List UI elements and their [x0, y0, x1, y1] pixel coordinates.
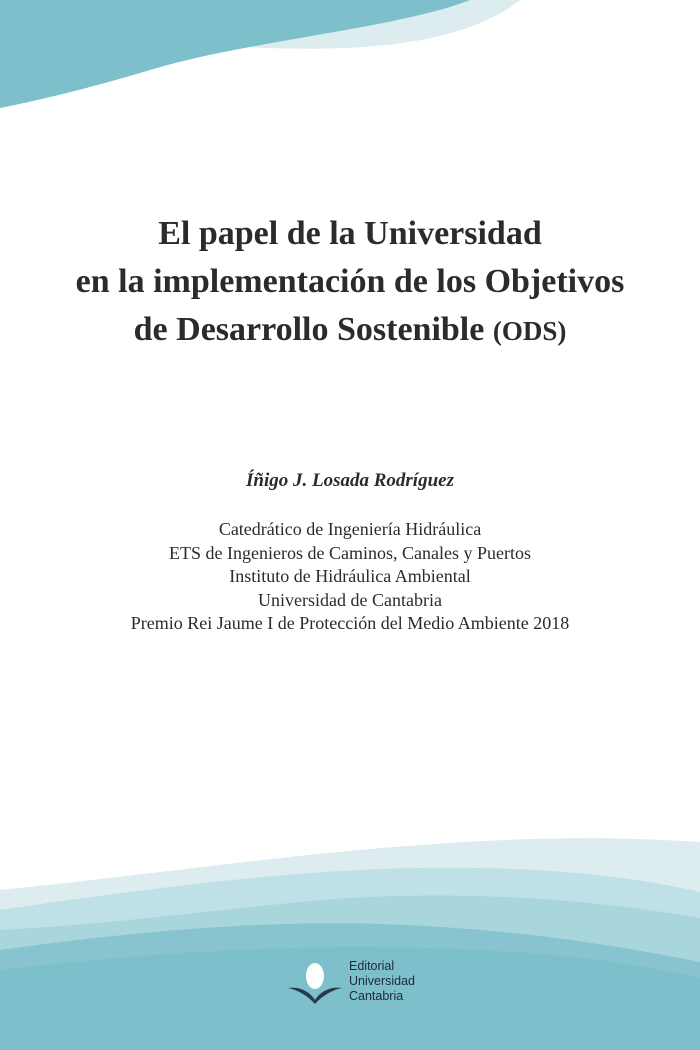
title-line-2: en la implementación de los Objetivos — [75, 263, 625, 300]
title-line-3 — [0, 306, 700, 355]
title-acronym: (ODS) — [492, 316, 567, 346]
affiliation-line: Premio Rei Jaume I de Protección del Medio Ambiente 2018 — [130, 613, 570, 633]
affiliation-line: ETS de Ingenieros de Caminos, Canales y Puertos — [169, 542, 531, 563]
author-affiliations — [0, 518, 700, 636]
publisher-logo — [286, 958, 446, 1008]
affiliation-line: Universidad de Cantabria — [258, 589, 442, 610]
author-name: Íñigo J. Losada Rodríguez — [246, 470, 454, 491]
title-line-1: El papel de la Universidad — [158, 215, 542, 252]
book-title — [0, 210, 700, 355]
title-line-3-main: de Desarrollo Sostenible — [133, 311, 493, 348]
open-book-flame-logo-icon — [286, 958, 346, 1008]
publisher-name — [349, 959, 415, 1004]
top-wave-decoration — [0, 0, 700, 120]
publisher-line-3: Cantabria — [349, 989, 404, 1003]
publisher-line-2: Universidad — [349, 974, 416, 988]
affiliation-line: Catedrático de Ingeniería Hidráulica — [218, 519, 482, 539]
affiliation-line: Instituto de Hidráulica Ambiental — [229, 566, 471, 586]
publisher-line-1: Editorial — [349, 959, 395, 973]
bottom-wave-decoration — [0, 820, 700, 1050]
